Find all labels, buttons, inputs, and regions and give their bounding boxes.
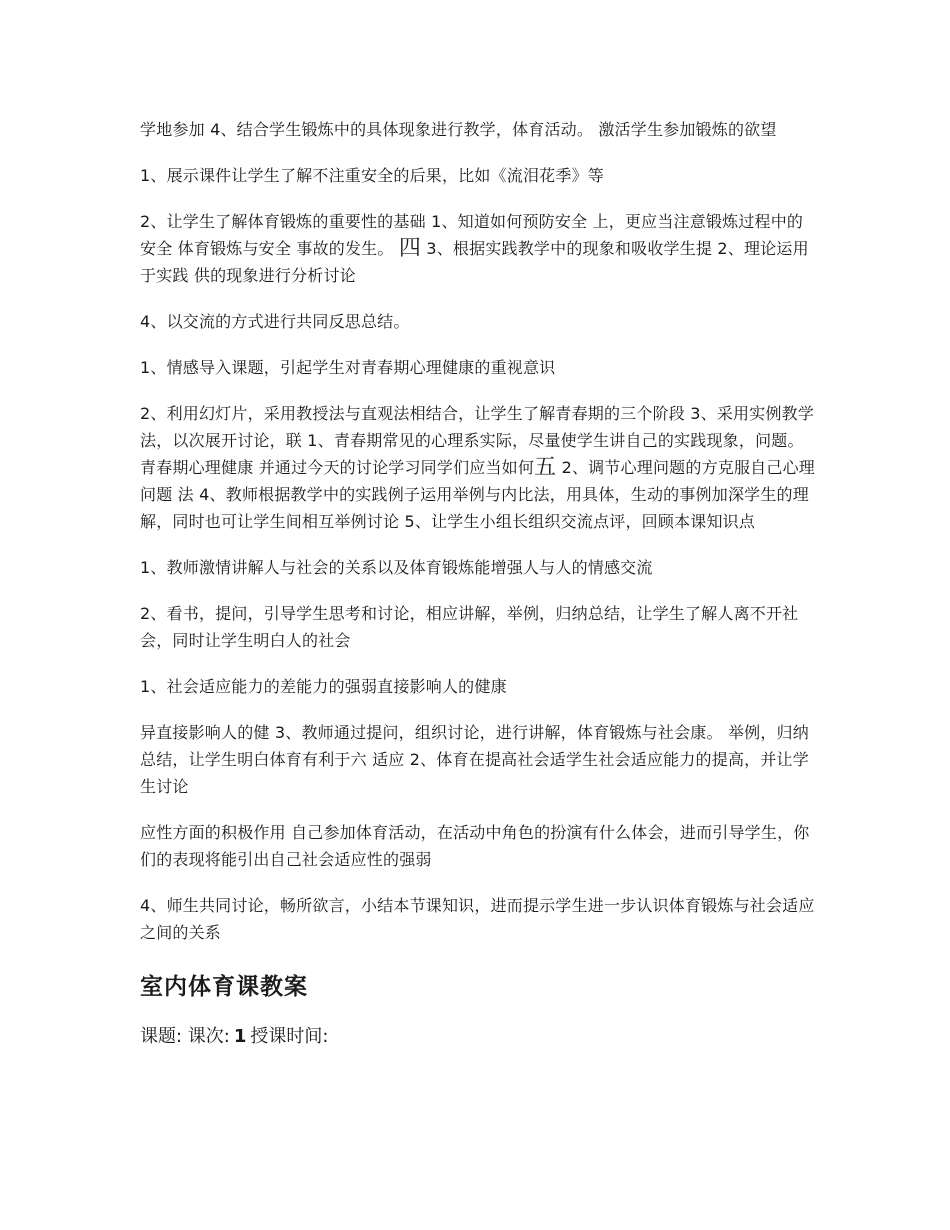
paragraph-9: 1、社会适应能力的差能力的强弱直接影响人的健康 [140,677,507,696]
section-heading: 室内体育课教案 [140,974,308,1000]
paragraph-4: 4、以交流的方式进行共同反思总结。 [140,312,410,331]
paragraph-12: 4、师生共同讨论，畅所欲言，小结本节课知识，进而提示学生进一步认识体育锻炼与社会适应之间的关系 [140,896,815,942]
paragraph-3-text-a: 2、让学生了解体育锻炼的重要性的基础 1、知道如何预防安全 上，更应当注意锻炼过程中的安全 体育锻炼与安全 事故的发生。 [140,212,804,258]
paragraph-6 [140,400,815,535]
lesson-meta-suffix: 授课时间: [250,1026,329,1047]
paragraph-6-text-a: 2、利用幻灯片，采用教授法与直观法相结合，让学生了解青春期的三个阶段 3、采用实例教学法，以次展开讨论，联 1、青春期常见的心理系实际，尽量使学生讲自己的实践现象，问题。 青春期心理健康 并通过今天的讨论学习同学们应当如何 [140,404,815,477]
paragraph-5: 1、情感导入课题，引起学生对青春期心理健康的重视意识 [140,358,556,377]
paragraph-10: 异直接影响人的健 3、教师通过提问，组织讨论，进行讲解，体育锻炼与社会康。 举例，归纳总结，让学生明白体育有利于六 适应 2、体育在提高社会适学生社会适应能力的提高，并让学生讨论 [140,723,809,796]
section-marker-four: 四 [398,236,422,261]
lesson-meta-prefix: 课题: 课次: [140,1026,230,1047]
document-page [140,116,815,1050]
lesson-number: 1 [233,1026,247,1047]
paragraph-3-text-b: 3、根据实践教学中的现象和吸收学生提 2、理论运用于实践 供的现象进行分析讨论 [140,239,809,285]
paragraph-8: 2、看书，提问，引导学生思考和讨论，相应讲解，举例，归纳总结，让学生了解人离不开社会，同时让学生明白人的社会 [140,604,799,650]
paragraph-3 [140,208,815,289]
paragraph-7: 1、教师激情讲解人与社会的关系以及体育锻炼能增强人与人的情感交流 [140,558,653,577]
lesson-meta-line [140,1024,815,1050]
paragraph-2: 1、展示课件让学生了解不注重安全的后果，比如《流泪花季》等 [140,166,604,185]
paragraph-6-text-b: 2、调节心理问题的方克服自己心理问题 法 4、教师根据教学中的实践例子运用举例与内比法，用具体，生动的事例加深学生的理解，同时也可让学生间相互举例讨论 5、让学生小组长组织交流点评，回顾本课知识点 [140,458,815,531]
paragraph-1: 学地参加 4、结合学生锻炼中的具体现象进行教学，体育活动。 激活学生参加锻炼的欲望 [140,120,777,139]
section-marker-five: 五 [534,455,557,480]
paragraph-11: 应性方面的积极作用 自己参加体育活动，在活动中角色的扮演有什么体会，进而引导学生，你们的表现将能引出自己社会适应性的强弱 [140,823,810,869]
